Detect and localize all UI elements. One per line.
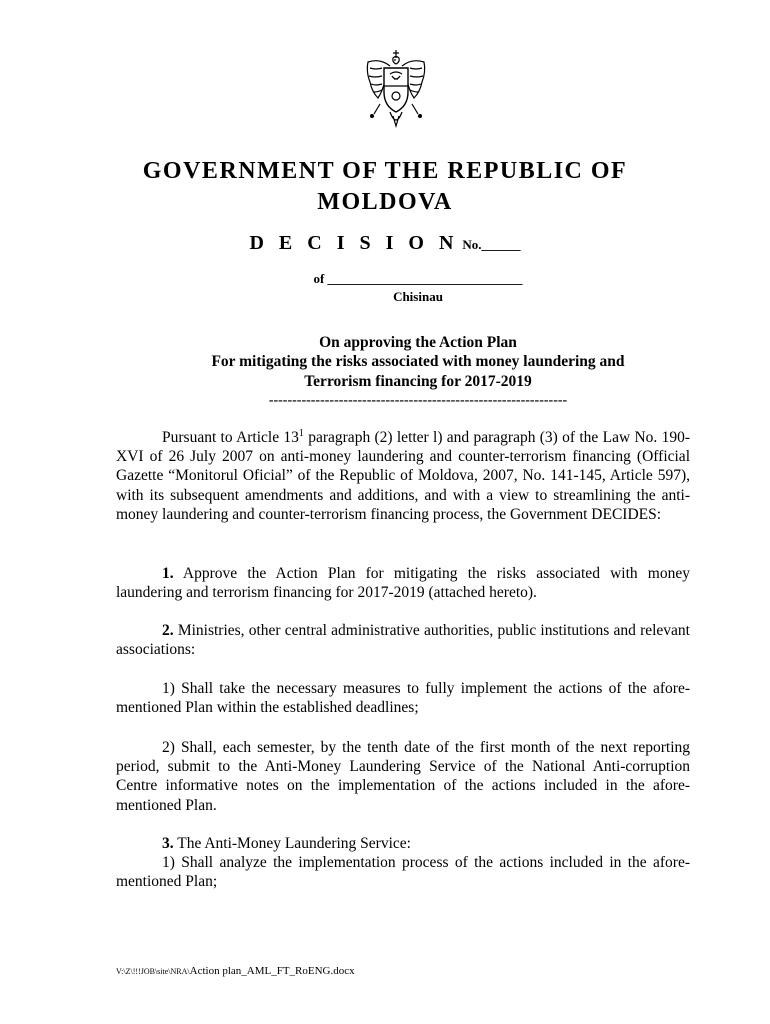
- preamble-part1: Pursuant to Article 13: [162, 429, 299, 446]
- point-1-number: 1.: [162, 565, 174, 582]
- point-3-paragraph: [116, 834, 690, 853]
- subject-line1: On approving the Action Plan: [319, 334, 517, 351]
- decision-word: D E C I S I O N: [249, 232, 459, 254]
- file-path-footer: [116, 965, 355, 977]
- decision-number: No.______: [462, 237, 521, 252]
- document-title-line1: GOVERNMENT OF THE REPUBLIC OF: [142, 158, 628, 184]
- coat-of-arms-emblem: [362, 48, 430, 134]
- point-1-paragraph: [116, 564, 690, 602]
- point-3-subpoint-1: 1) Shall analyze the implementation process of the actions included in the afore-mentioned Plan;: [116, 854, 690, 891]
- subject-separator: ----------------------------------------------------------------: [268, 393, 568, 408]
- decision-heading: [0, 232, 770, 255]
- footer-path: V:\Z\!!!JOB\site\NRA\: [116, 967, 190, 976]
- footer-filename: Action plan_AML_FT_RoENG.docx: [189, 965, 355, 977]
- subject-line2: For mitigating the risks associated with money laundering and: [211, 353, 625, 370]
- point-2-subpoint-1: 1) Shall take the necessary measures to fully implement the actions of the afore-mentioned Plan within the established deadlines;: [116, 680, 690, 717]
- point-3-number: 3.: [162, 835, 174, 852]
- point-2-paragraph: [116, 621, 690, 659]
- point-1-text: Approve the Action Plan for mitigating the risks associated with money laundering and terrorism financing for 2017-2019 (attached hereto).: [116, 565, 690, 602]
- subject-line3: Terrorism financing for 2017-2019: [304, 373, 532, 390]
- point-3-text: The Anti-Money Laundering Service:: [173, 835, 411, 852]
- document-title-line2: MOLDOVA: [317, 189, 453, 215]
- preamble-paragraph: [116, 428, 690, 524]
- article-superscript: 1: [298, 427, 304, 439]
- decision-city: Chisinau: [393, 289, 443, 304]
- point-2-number: 2.: [162, 622, 174, 639]
- point-2-subpoint-2: 2) Shall, each semester, by the tenth date of the first month of the next reporting period, submit to the Anti-Money Laundering Service of the National Anti-corruption Centre informative notes on the implementation of the actions included in the afore-mentioned Plan.: [116, 739, 690, 814]
- decision-date-line: of ______________________________: [313, 271, 523, 286]
- point-2-text: Ministries, other central administrative authorities, public institutions and relevant associations:: [116, 622, 690, 659]
- preamble-part2: paragraph (2) letter l) and paragraph (3) of the Law No. 190-XVI of 26 July 2007 on anti-money laundering and counter-terrorism financing (Official Gazette “Monitorul Oficial” of the Republic of Moldova, 2007, No. 141-145, Article 597), with its subsequent amendments and additions, and with a view to streamlining the anti-money laundering and counter-terrorism financing process, the Government DECIDES:: [116, 429, 690, 523]
